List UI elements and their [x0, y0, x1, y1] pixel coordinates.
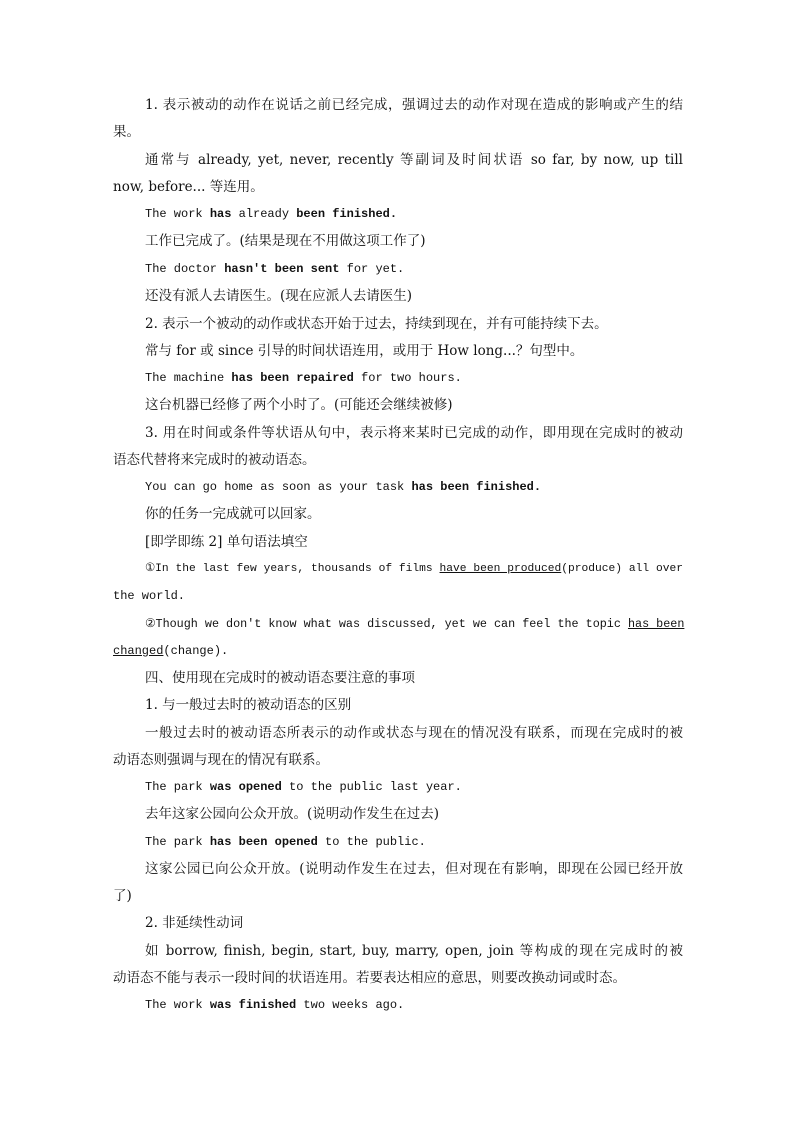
bold-span: has been opened — [209, 835, 318, 849]
text-span: for two hours. — [353, 371, 462, 385]
example-sentence-4 — [145, 474, 683, 501]
point-3-heading-cont: 语态代替将来完成时的被动语态。 — [113, 452, 316, 468]
translation-2: 还没有派人去请医生。(现在应派人去请医生) — [145, 288, 413, 304]
translation-6: 这家公园已向公众开放。(说明动作发生在过去，但对现在有影响，即现在公园已经开放 — [145, 861, 683, 877]
bold-span: has been repaired — [231, 371, 354, 385]
exercise-1 — [145, 556, 683, 583]
point-3-heading: 3. 用在时间或条件等状语从句中，表示将来某时已完成的动作，即用现在完成时的被动 — [145, 425, 683, 441]
answer-blank: has been — [627, 617, 685, 631]
usage-note-2: 常与 for 或 since 引导的时间状语连用，或用于 How long...？句型中。 — [145, 343, 584, 359]
explanation-1: 一般过去时的被动语态所表示的动作或状态与现在的情况没有联系，而现在完成时的被 — [145, 725, 683, 741]
translation-1: 工作已完成了。(结果是现在不用做这项工作了) — [145, 233, 426, 249]
bold-span: has been finished. — [411, 480, 542, 494]
text-span: already — [231, 207, 297, 221]
text-span: The park — [145, 780, 210, 794]
text-span: The work — [145, 998, 210, 1012]
point-2-heading: 2. 表示一个被动的动作或状态开始于过去，持续到现在，并有可能持续下去。 — [145, 316, 608, 332]
answer-blank: have been produced — [439, 563, 562, 575]
exercise-2-cont — [113, 638, 683, 665]
answer-blank: changed — [113, 644, 164, 658]
bold-span: been finished. — [296, 207, 398, 221]
point-1-heading: 1. 表示被动的动作在说话之前已经完成，强调过去的动作对现在造成的影响或产生的结 — [145, 97, 683, 113]
example-sentence-6 — [145, 829, 683, 856]
text-span: ①In the last few years, thousands of films — [145, 563, 440, 575]
text-span: You can go home as soon as your task — [145, 480, 412, 494]
explanation-1-cont: 动语态则强调与现在的情况有联系。 — [113, 752, 329, 768]
example-sentence-1 — [145, 201, 683, 228]
translation-3: 这台机器已经修了两个小时了。(可能还会继续被修) — [145, 397, 453, 413]
usage-note-1: 通常与 already, yet, never, recently 等副词及时间状语 so far, by now, up till — [145, 152, 683, 168]
usage-note-1-cont: now, before... 等连用。 — [113, 179, 264, 195]
bold-span: was finished — [209, 998, 297, 1012]
example-sentence-2 — [145, 256, 683, 283]
text-span: The doctor — [145, 262, 225, 276]
translation-6-cont: 了) — [113, 888, 132, 904]
bold-span: has — [209, 207, 232, 221]
text-span: to the public. — [317, 835, 426, 849]
example-sentence-7 — [145, 992, 683, 1019]
text-span: The park — [145, 835, 210, 849]
translation-4: 你的任务一完成就可以回家。 — [145, 506, 321, 522]
text-span: for yet. — [339, 262, 405, 276]
bold-span: hasn't been sent — [224, 262, 340, 276]
text-span: to the public last year. — [281, 780, 462, 794]
section-4-heading: 四、使用现在完成时的被动语态要注意的事项 — [145, 670, 415, 686]
text-span: (change). — [163, 644, 229, 658]
exercise-2 — [145, 611, 683, 638]
explanation-2-cont: 动语态不能与表示一段时间的状语连用。若要表达相应的意思，则要改换动词或时态。 — [113, 970, 626, 986]
subpoint-2-heading: 2. 非延续性动词 — [145, 915, 244, 931]
point-1-heading-cont: 果。 — [113, 124, 140, 140]
text-span: The work — [145, 207, 210, 221]
subpoint-1-heading: 1. 与一般过去时的被动语态的区别 — [145, 697, 352, 713]
exercise-1-cont: the world. — [113, 589, 186, 603]
example-sentence-3 — [145, 365, 683, 392]
text-span: (produce) all over — [561, 563, 683, 575]
example-sentence-5 — [145, 774, 683, 801]
explanation-2: 如 borrow, finish, begin, start, buy, marry, open, join 等构成的现在完成时的被 — [145, 943, 683, 959]
text-span: two weeks ago. — [296, 998, 405, 1012]
text-span: ②Though we don't know what was discussed, yet we can feel the topic — [145, 617, 628, 631]
practice-heading: [即学即练 2] 单句语法填空 — [145, 534, 308, 550]
translation-5: 去年这家公园向公众开放。(说明动作发生在过去) — [145, 806, 440, 822]
bold-span: was opened — [209, 780, 282, 794]
text-span: The machine — [145, 371, 232, 385]
